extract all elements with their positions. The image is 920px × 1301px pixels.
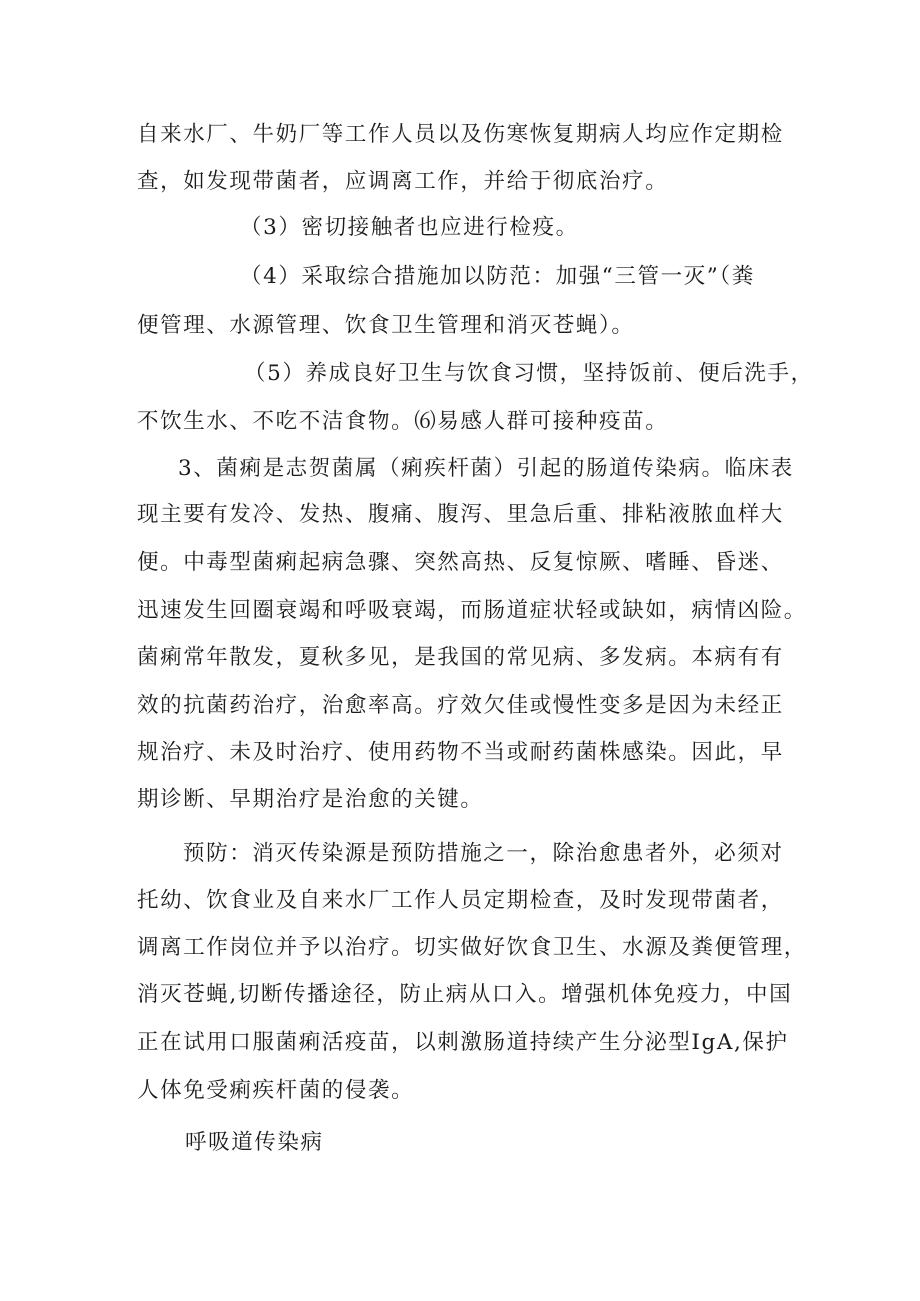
text-line: 菌痢常年散发，夏秋多见，是我国的常见病、多发病。本病有有 bbox=[137, 645, 784, 670]
text-line: （5）养成良好卫生与饮食习惯，坚持饭前、便后洗手， bbox=[244, 361, 814, 386]
text-line: 调离工作岗位并予以治疗。切实做好饮食卫生、水源及粪便管理， bbox=[137, 935, 807, 960]
text-line: 便。中毒型菌痢起病急骤、突然高热、反复惊厥、嗜睡、昏迷、 bbox=[137, 550, 784, 575]
text-line: 3、菌痢是志贺菌属（痢疾杆菌）引起的肠道传染病。临床表 bbox=[178, 456, 794, 481]
text-line: 期诊断、早期治疗是治愈的关键。 bbox=[137, 787, 484, 812]
text-line: （4）采取综合措施加以防范：加强“三管一灭”（粪 bbox=[240, 264, 755, 289]
text-line: 托幼、饮食业及自来水厂工作人员定期检查，及时发现带菌者， bbox=[137, 888, 784, 913]
text-line: 查，如发现带菌者，应调离工作，并给于彻底治疗。 bbox=[137, 169, 669, 194]
section-heading: 呼吸道传染病 bbox=[185, 1130, 324, 1155]
text-line: 正在试用口服菌痢活疫苗，以刺激肠道持续产生分泌型IgA,保护 bbox=[137, 1030, 789, 1055]
text-line: 规治疗、未及时治疗、使用药物不当或耐药菌株感染。因此，早 bbox=[137, 740, 784, 765]
text-line: 现主要有发冷、发热、腹痛、腹泻、里急后重、排粘液脓血样大 bbox=[137, 502, 784, 527]
text-line: （3）密切接触者也应进行检疫。 bbox=[240, 215, 579, 240]
text-line: 自来水厂、牛奶厂等工作人员以及伤寒恢复期病人均应作定期检 bbox=[137, 122, 784, 147]
text-line: 预防：消灭传染源是预防措施之一，除治愈患者外，必须对 bbox=[183, 841, 784, 866]
text-line: 人体免受痢疾杆菌的侵袭。 bbox=[137, 1078, 415, 1103]
text-line: 消灭苍蝇,切断传播途径，防止病从口入。增强机体免疫力，中国 bbox=[137, 982, 793, 1007]
text-line: 效的抗菌药治疗，治愈率高。疗效欠佳或慢性变多是因为未经正 bbox=[137, 693, 784, 718]
text-line: 便管理、水源管理、饮食卫生管理和消灭苍蝇）。 bbox=[137, 313, 635, 338]
text-line: 迅速发生回圈衰竭和呼吸衰竭，而肠道症状轻或缺如，病情凶险。 bbox=[137, 598, 807, 623]
text-line: 不饮生水、不吃不洁食物。⑹易感人群可接种疫苗。 bbox=[137, 409, 669, 434]
